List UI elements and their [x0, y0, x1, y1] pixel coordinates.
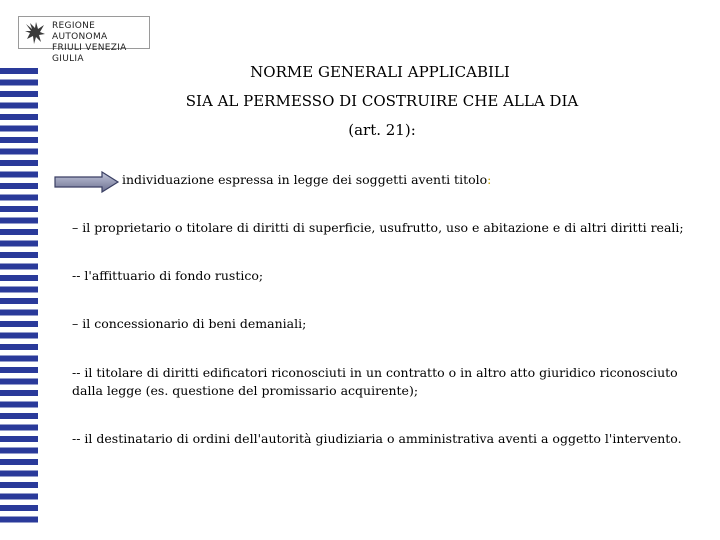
right-arrow-icon: [54, 171, 120, 193]
logo-line-1: REGIONE AUTONOMA: [52, 21, 108, 42]
page-title-line-1: NORME GENERALI APPLICABILI: [250, 63, 510, 81]
list-item: -- il destinatario di ordini dell'autorità giudiziaria o amministrativa aventi a oggetto l'intervento.: [72, 431, 682, 446]
decorative-stripes: [0, 68, 38, 528]
intro-colon: :: [487, 172, 492, 187]
list-item: – il proprietario o titolare di diritti di superficie, usufrutto, uso e abitazione e di altri diritti reali;: [72, 220, 684, 235]
logo-line-2: FRIULI VENEZIA GIULIA: [52, 43, 127, 64]
region-logo: [18, 16, 150, 64]
intro-line: [122, 171, 491, 189]
list-item: -- il titolare di diritti edificatori riconosciuti in un contratto o in altro atto giuridico riconosciuto dalla legge (es. questione del promissario acquirente);: [72, 365, 678, 398]
page-title-line-2: SIA AL PERMESSO DI COSTRUIRE CHE ALLA DIA: [185, 92, 579, 110]
list-item: -- l'affittuario di fondo rustico;: [72, 268, 264, 283]
list-item: – il concessionario di beni demaniali;: [72, 316, 307, 331]
page-title-line-3: (art. 21):: [348, 121, 416, 139]
eagle-emblem-icon: [23, 20, 47, 46]
intro-text: individuazione espressa in legge dei soggetti aventi titolo: [122, 172, 488, 187]
